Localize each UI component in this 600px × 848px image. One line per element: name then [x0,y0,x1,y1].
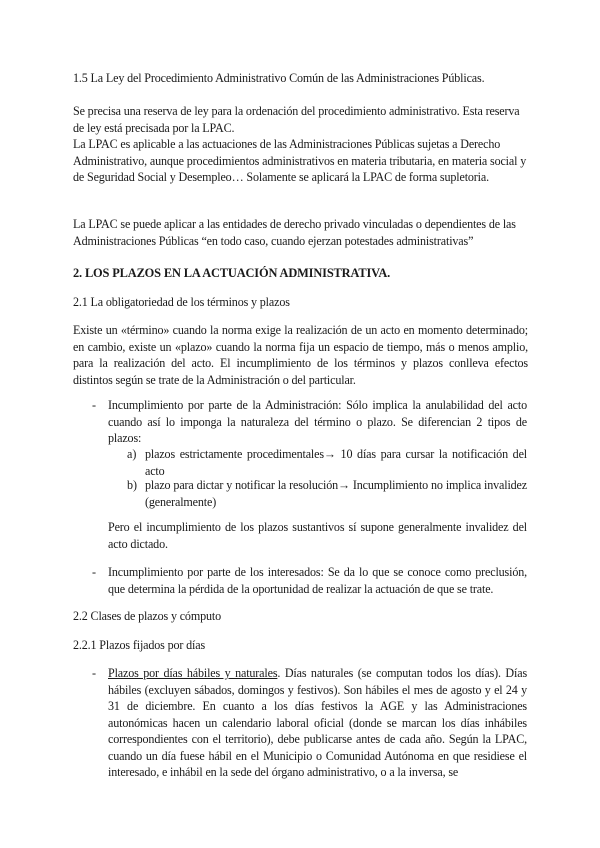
bullet-marker: - [92,666,97,680]
bullet-interesados-text: Incumplimiento por parte de los interesados: Se da lo que se conoce como preclusión, que determina la pérdida de la oportunidad de realizar la actuación de que se trate. [108,565,527,596]
section-2-1-para: Existe un «término» cuando la norma exige la realización de un acto en momento determinado; en cambio, existe un «plazo» cuando la norma fija un espacio de tiempo, más o menos amplio, para la realización del acto. El incumplimiento de los términos y plazos conlleva efectos distintos según se trate de la Administración o del particular. [73,323,528,387]
plazos-dias-text: . Días naturales (se computan todos los días). Días hábiles (excluyen sábados, domingos y festivos). Son hábiles el mes de agosto y el 24 y 31 de diciembre. En cuanto a los días festivos la AGE y las Administraciones autonómicas hacen un calendario laboral oficial (donde se marcan los días inhábiles correspondientes con el territorio), debe publicarse antes de cada año. Según la LPAC, cuando un día fuese hábil en el Municipio o Comunidad Autónoma en que residiese el interesado, e inhábil en la sede del órgano administrativo, o a la inversa, se [108,666,527,779]
section-1-5-para-2: La LPAC es aplicable a las actuaciones de las Administraciones Públicas sujetas a Derecho Administrativo, aunque procedimientos administrativos en materia tributaria, en materia social y de Seguridad Social y Desempleo… Solamente se aplicará la LPAC de forma supletoria. [73,137,527,184]
subitem-text-b: plazo para dictar y notificar la resolución→ Incumplimiento no implica invalidez (generalmente) [145,478,527,509]
section-1-5-heading: 1.5 La Ley del Procedimiento Administrativo Común de las Administraciones Públicas. [73,71,485,85]
subitem-letter-b: b) [127,478,138,492]
bullet-plazos-dias [108,665,527,781]
section-1-5-para-3: La LPAC se puede aplicar a las entidades de derecho privado vinculadas o dependientes de las Administraciones Públicas “en todo caso, cuando ejerzan potestades administrativas” [73,217,516,248]
bullet-marker: - [92,565,97,579]
bullet-admin-text: Incumplimiento por parte de la Administración: Sólo implica la anulabilidad del acto cuando así lo imponga la naturaleza del término o plazo. Se diferencian 2 tipos de plazos: [108,398,527,445]
section-2-2-1-heading: 2.2.1 Plazos fijados por días [73,638,206,652]
bullet-marker: - [92,398,97,412]
bullet-admin-after: Pero el incumplimiento de los plazos sustantivos sí supone generalmente invalidez del acto dictado. [108,520,527,551]
section-2-2-heading: 2.2 Clases de plazos y cómputo [73,609,221,623]
subitem-text-a: plazos estrictamente procedimentales→ 10 días para cursar la notificación del acto [145,447,527,478]
subitem-letter-a: a) [127,447,137,461]
section-1-5-para-1: Se precisa una reserva de ley para la ordenación del procedimiento administrativo. Esta reserva de ley está precisada por la LPAC. [73,104,520,135]
plazos-dias-underlined: Plazos por días hábiles y naturales [108,666,278,680]
section-2-1-heading: 2.1 La obligatoriedad de los términos y plazos [73,295,290,309]
section-2-heading: 2. LOS PLAZOS EN LA ACTUACIÓN ADMINISTRATIVA. [73,266,391,280]
